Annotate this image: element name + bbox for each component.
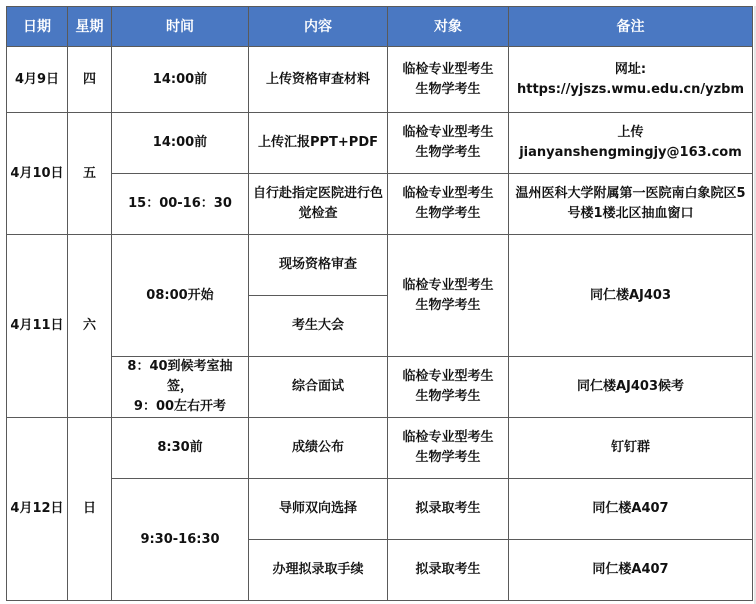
weekday-cell: 五 xyxy=(68,113,112,235)
date-cell: 4月9日 xyxy=(7,47,68,113)
table-row xyxy=(7,479,753,540)
note-cell: 同仁楼AJ403候考 xyxy=(509,357,753,418)
content-cell: 导师双向选择 xyxy=(249,479,388,540)
target-cell: 临检专业型考生 生物学考生 xyxy=(388,174,509,235)
note-cell: 同仁楼A407 xyxy=(509,540,753,601)
header-weekday: 星期 xyxy=(68,7,112,47)
header-target: 对象 xyxy=(388,7,509,47)
table-row xyxy=(7,174,753,235)
note-cell: 钉钉群 xyxy=(509,418,753,479)
header-note: 备注 xyxy=(509,7,753,47)
schedule-table xyxy=(6,6,753,601)
target-cell: 临检专业型考生 生物学考生 xyxy=(388,113,509,174)
table-row xyxy=(7,235,753,296)
header-time: 时间 xyxy=(112,7,249,47)
table-row xyxy=(7,47,753,113)
weekday-cell: 六 xyxy=(68,235,112,418)
header-row xyxy=(7,7,753,47)
note-cell-location: 温州医科大学附属第一医院南白象院区5号楼1楼北区抽血窗口 xyxy=(509,174,753,235)
header-date: 日期 xyxy=(7,7,68,47)
content-cell: 办理拟录取手续 xyxy=(249,540,388,601)
table-row xyxy=(7,418,753,479)
content-cell: 考生大会 xyxy=(249,296,388,357)
header-content: 内容 xyxy=(249,7,388,47)
time-cell: 14:00前 xyxy=(112,47,249,113)
note-cell-url: 网址: https://yjszs.wmu.edu.cn/yzbm xyxy=(509,47,753,113)
time-cell: 8:30前 xyxy=(112,418,249,479)
table-row xyxy=(7,357,753,418)
note-cell: 同仁楼AJ403 xyxy=(509,235,753,357)
table-row xyxy=(7,113,753,174)
content-cell: 自行赴指定医院进行色觉检查 xyxy=(249,174,388,235)
content-cell: 上传资格审查材料 xyxy=(249,47,388,113)
content-cell: 综合面试 xyxy=(249,357,388,418)
target-cell: 拟录取考生 xyxy=(388,479,509,540)
target-cell: 拟录取考生 xyxy=(388,540,509,601)
time-cell: 8：40到候考室抽签， 9：00左右开考 xyxy=(112,357,249,418)
date-cell: 4月10日 xyxy=(7,113,68,235)
time-cell: 14:00前 xyxy=(112,113,249,174)
date-cell: 4月11日 xyxy=(7,235,68,418)
time-cell: 08:00开始 xyxy=(112,235,249,357)
content-cell: 上传汇报PPT+PDF xyxy=(249,113,388,174)
date-cell: 4月12日 xyxy=(7,418,68,601)
weekday-cell: 四 xyxy=(68,47,112,113)
note-cell-email: 上传jianyanshengmingjy@163.com xyxy=(509,113,753,174)
target-cell: 临检专业型考生 生物学考生 xyxy=(388,235,509,357)
content-cell: 现场资格审查 xyxy=(249,235,388,296)
target-cell: 临检专业型考生 生物学考生 xyxy=(388,418,509,479)
note-cell: 同仁楼A407 xyxy=(509,479,753,540)
time-cell: 9:30-16:30 xyxy=(112,479,249,601)
time-cell: 15：00-16：30 xyxy=(112,174,249,235)
content-cell: 成绩公布 xyxy=(249,418,388,479)
target-cell: 临检专业型考生 生物学考生 xyxy=(388,357,509,418)
target-cell: 临检专业型考生 生物学考生 xyxy=(388,47,509,113)
weekday-cell: 日 xyxy=(68,418,112,601)
